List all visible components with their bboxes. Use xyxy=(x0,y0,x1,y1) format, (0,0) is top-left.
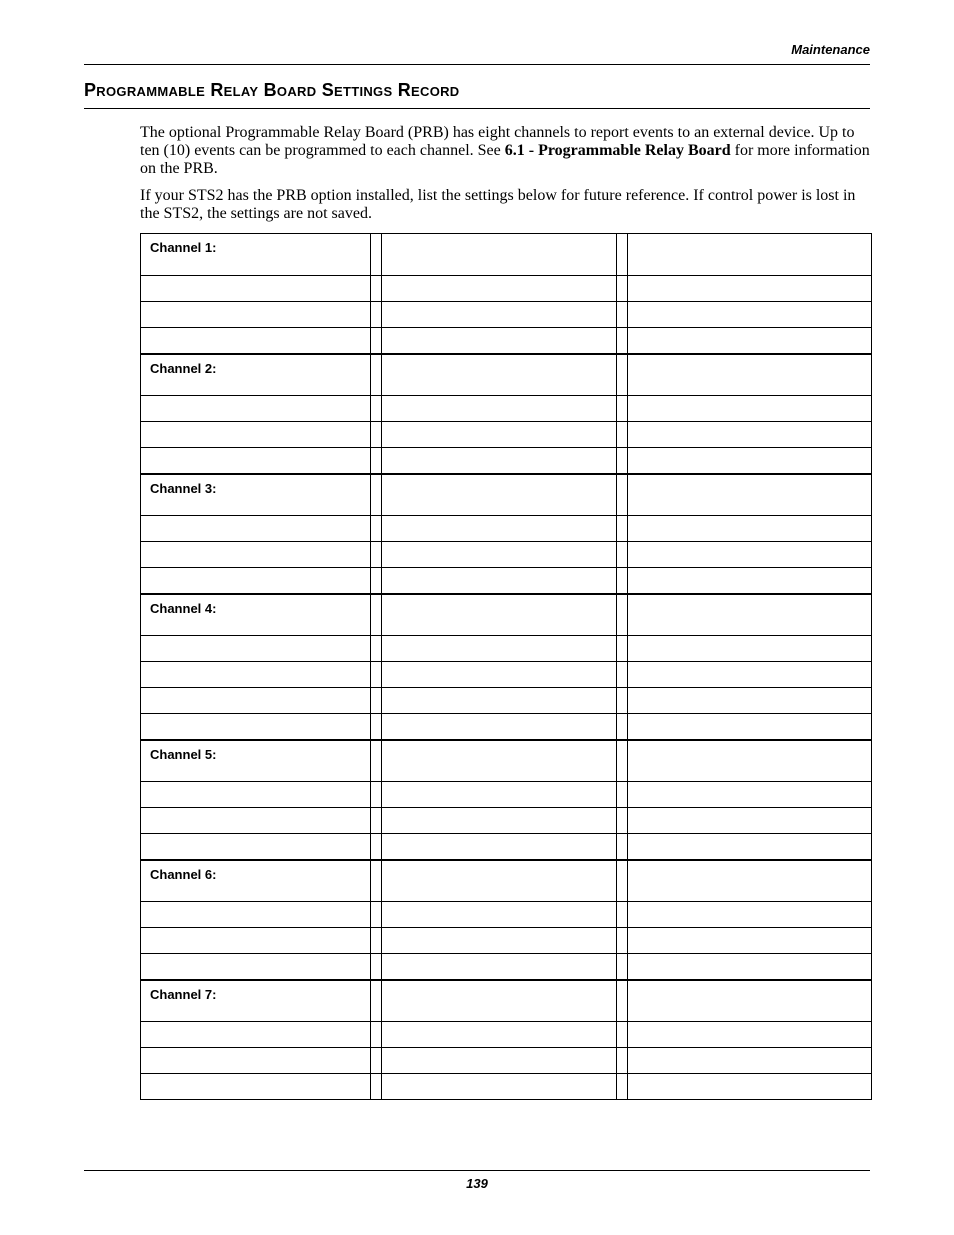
event-row xyxy=(141,636,872,662)
setting-cell[interactable] xyxy=(382,808,617,834)
spacer-cell xyxy=(371,782,382,808)
setting-cell[interactable] xyxy=(628,714,872,740)
spacer-cell xyxy=(617,740,628,782)
event-row xyxy=(141,1074,872,1100)
setting-cell[interactable] xyxy=(382,980,617,1022)
setting-cell[interactable] xyxy=(141,1022,371,1048)
spacer-cell xyxy=(371,834,382,860)
setting-cell[interactable] xyxy=(628,594,872,636)
spacer-cell xyxy=(371,636,382,662)
spacer-cell xyxy=(617,568,628,594)
spacer-cell xyxy=(371,276,382,302)
setting-cell[interactable] xyxy=(141,782,371,808)
spacer-cell xyxy=(617,808,628,834)
channel-label: Channel 4: xyxy=(150,600,217,616)
setting-cell[interactable] xyxy=(141,902,371,928)
setting-cell[interactable] xyxy=(628,474,872,516)
spacer-cell xyxy=(617,954,628,980)
running-header: Maintenance xyxy=(791,42,870,57)
spacer-cell xyxy=(617,302,628,328)
channel-label: Channel 1: xyxy=(150,240,217,255)
setting-cell[interactable] xyxy=(141,328,371,354)
setting-cell[interactable] xyxy=(628,662,872,688)
event-row xyxy=(141,1022,872,1048)
setting-cell[interactable] xyxy=(382,662,617,688)
setting-cell[interactable] xyxy=(382,954,617,980)
setting-cell[interactable] xyxy=(382,396,617,422)
event-row xyxy=(141,328,872,354)
event-row xyxy=(141,448,872,474)
spacer-cell xyxy=(371,980,382,1022)
spacer-cell xyxy=(617,1048,628,1074)
setting-cell[interactable] xyxy=(141,928,371,954)
settings-record-table xyxy=(140,233,872,1100)
setting-cell[interactable] xyxy=(628,1048,872,1074)
spacer-cell xyxy=(617,354,628,396)
spacer-cell xyxy=(371,688,382,714)
setting-cell[interactable] xyxy=(382,1048,617,1074)
channel-label: Channel 3: xyxy=(150,480,217,496)
setting-cell[interactable] xyxy=(141,516,371,542)
channel-label-cell[interactable] xyxy=(141,980,371,1022)
setting-cell[interactable] xyxy=(382,860,617,902)
setting-cell[interactable] xyxy=(628,782,872,808)
setting-cell[interactable] xyxy=(382,1022,617,1048)
setting-cell[interactable] xyxy=(628,636,872,662)
event-row xyxy=(141,714,872,740)
setting-cell[interactable] xyxy=(628,834,872,860)
setting-cell[interactable] xyxy=(382,234,617,276)
event-row xyxy=(141,834,872,860)
spacer-cell xyxy=(371,594,382,636)
spacer-cell xyxy=(371,662,382,688)
setting-cell[interactable] xyxy=(628,396,872,422)
setting-cell[interactable] xyxy=(382,328,617,354)
setting-cell[interactable] xyxy=(141,808,371,834)
spacer-cell xyxy=(371,808,382,834)
intro-paragraph-1 xyxy=(140,124,870,178)
setting-cell[interactable] xyxy=(382,474,617,516)
spacer-cell xyxy=(617,980,628,1022)
channel-label: Channel 5: xyxy=(150,746,217,762)
setting-cell[interactable] xyxy=(628,448,872,474)
setting-cell[interactable] xyxy=(628,568,872,594)
setting-cell[interactable] xyxy=(382,740,617,782)
section-title: Programmable Relay Board Settings Record xyxy=(84,80,460,100)
setting-cell[interactable] xyxy=(382,1074,617,1100)
channel-label: Channel 6: xyxy=(150,866,217,882)
spacer-cell xyxy=(617,516,628,542)
setting-cell[interactable] xyxy=(382,448,617,474)
event-row xyxy=(141,928,872,954)
channel-header-row xyxy=(141,354,872,396)
setting-cell[interactable] xyxy=(628,860,872,902)
title-rule xyxy=(84,108,870,109)
spacer-cell xyxy=(371,954,382,980)
page-number: 139 xyxy=(466,1176,488,1191)
spacer-cell xyxy=(371,928,382,954)
channel-header-row xyxy=(141,234,872,276)
spacer-cell xyxy=(617,662,628,688)
channel-label-cell[interactable] xyxy=(141,860,371,902)
spacer-cell xyxy=(371,516,382,542)
event-row xyxy=(141,276,872,302)
setting-cell[interactable] xyxy=(141,422,371,448)
setting-cell[interactable] xyxy=(628,542,872,568)
event-row xyxy=(141,542,872,568)
setting-cell[interactable] xyxy=(141,448,371,474)
setting-cell[interactable] xyxy=(382,902,617,928)
spacer-cell xyxy=(617,396,628,422)
event-row xyxy=(141,662,872,688)
spacer-cell xyxy=(371,1048,382,1074)
setting-cell[interactable] xyxy=(628,422,872,448)
setting-cell[interactable] xyxy=(141,954,371,980)
setting-cell[interactable] xyxy=(628,354,872,396)
setting-cell[interactable] xyxy=(382,516,617,542)
spacer-cell xyxy=(371,328,382,354)
setting-cell[interactable] xyxy=(628,1022,872,1048)
setting-cell[interactable] xyxy=(141,714,371,740)
spacer-cell xyxy=(617,636,628,662)
spacer-cell xyxy=(617,422,628,448)
header-rule xyxy=(84,64,870,65)
setting-cell[interactable] xyxy=(628,516,872,542)
setting-cell[interactable] xyxy=(141,396,371,422)
spacer-cell xyxy=(617,782,628,808)
spacer-cell xyxy=(371,740,382,782)
event-row xyxy=(141,902,872,928)
channel-header-row xyxy=(141,860,872,902)
spacer-cell xyxy=(371,714,382,740)
setting-cell[interactable] xyxy=(141,662,371,688)
setting-cell[interactable] xyxy=(628,740,872,782)
spacer-cell xyxy=(617,234,628,276)
spacer-cell xyxy=(617,860,628,902)
setting-cell[interactable] xyxy=(628,328,872,354)
event-row xyxy=(141,1048,872,1074)
setting-cell[interactable] xyxy=(628,902,872,928)
setting-cell[interactable] xyxy=(382,276,617,302)
spacer-cell xyxy=(371,902,382,928)
setting-cell[interactable] xyxy=(628,980,872,1022)
spacer-cell xyxy=(371,1074,382,1100)
setting-cell[interactable] xyxy=(628,234,872,276)
setting-cell[interactable] xyxy=(141,834,371,860)
spacer-cell xyxy=(617,474,628,516)
event-row xyxy=(141,782,872,808)
setting-cell[interactable] xyxy=(628,954,872,980)
channel-header-row xyxy=(141,474,872,516)
setting-cell[interactable] xyxy=(382,542,617,568)
setting-cell[interactable] xyxy=(141,302,371,328)
channel-header-row xyxy=(141,740,872,782)
footer-rule xyxy=(84,1170,870,1171)
spacer-cell xyxy=(617,714,628,740)
setting-cell[interactable] xyxy=(141,1048,371,1074)
spacer-cell xyxy=(371,302,382,328)
channel-label: Channel 2: xyxy=(150,360,217,376)
event-row xyxy=(141,954,872,980)
cross-reference: 6.1 - Programmable Relay Board xyxy=(504,142,731,159)
spacer-cell xyxy=(371,860,382,902)
spacer-cell xyxy=(371,234,382,276)
spacer-cell xyxy=(371,568,382,594)
event-row xyxy=(141,422,872,448)
setting-cell[interactable] xyxy=(628,808,872,834)
intro-paragraph-2: If your STS2 has the PRB option installed, list the settings below for future reference. If control power is lost in the STS2, the settings are not saved. xyxy=(140,187,856,222)
setting-cell[interactable] xyxy=(382,834,617,860)
event-row xyxy=(141,396,872,422)
event-row xyxy=(141,808,872,834)
spacer-cell xyxy=(617,688,628,714)
channel-label-cell[interactable] xyxy=(141,474,371,516)
spacer-cell xyxy=(371,396,382,422)
setting-cell[interactable] xyxy=(382,422,617,448)
spacer-cell xyxy=(617,542,628,568)
setting-cell[interactable] xyxy=(382,302,617,328)
spacer-cell xyxy=(617,902,628,928)
channel-label: Channel 7: xyxy=(150,986,217,1002)
spacer-cell xyxy=(617,1074,628,1100)
channel-label-cell[interactable] xyxy=(141,234,371,276)
event-row xyxy=(141,568,872,594)
spacer-cell xyxy=(617,276,628,302)
spacer-cell xyxy=(371,422,382,448)
channel-header-row xyxy=(141,594,872,636)
spacer-cell xyxy=(371,474,382,516)
setting-cell[interactable] xyxy=(628,928,872,954)
setting-cell[interactable] xyxy=(382,714,617,740)
spacer-cell xyxy=(617,594,628,636)
channel-label-cell[interactable] xyxy=(141,354,371,396)
spacer-cell xyxy=(617,1022,628,1048)
setting-cell[interactable] xyxy=(628,276,872,302)
spacer-cell xyxy=(617,328,628,354)
channel-label-cell[interactable] xyxy=(141,594,371,636)
setting-cell[interactable] xyxy=(382,688,617,714)
setting-cell[interactable] xyxy=(141,276,371,302)
spacer-cell xyxy=(371,448,382,474)
setting-cell[interactable] xyxy=(141,688,371,714)
setting-cell[interactable] xyxy=(382,594,617,636)
channel-label-cell[interactable] xyxy=(141,740,371,782)
setting-cell[interactable] xyxy=(141,542,371,568)
setting-cell[interactable] xyxy=(382,928,617,954)
spacer-cell xyxy=(617,928,628,954)
event-row xyxy=(141,688,872,714)
event-row xyxy=(141,516,872,542)
setting-cell[interactable] xyxy=(382,782,617,808)
setting-cell[interactable] xyxy=(141,636,371,662)
setting-cell[interactable] xyxy=(628,1074,872,1100)
spacer-cell xyxy=(617,834,628,860)
setting-cell[interactable] xyxy=(141,568,371,594)
setting-cell[interactable] xyxy=(141,1074,371,1100)
intro-text-a: The optional Programmable Relay Board (PRB) has eight channels to report events to an external device. Up to ten (10) events can be programmed to each channel. See xyxy=(140,124,855,159)
setting-cell[interactable] xyxy=(628,688,872,714)
spacer-cell xyxy=(617,448,628,474)
event-row xyxy=(141,302,872,328)
channel-header-row xyxy=(141,980,872,1022)
intro-text-b: for more information on the PRB. xyxy=(140,142,870,177)
setting-cell[interactable] xyxy=(382,568,617,594)
setting-cell[interactable] xyxy=(382,636,617,662)
spacer-cell xyxy=(371,354,382,396)
spacer-cell xyxy=(371,542,382,568)
setting-cell[interactable] xyxy=(382,354,617,396)
spacer-cell xyxy=(371,1022,382,1048)
setting-cell[interactable] xyxy=(628,302,872,328)
